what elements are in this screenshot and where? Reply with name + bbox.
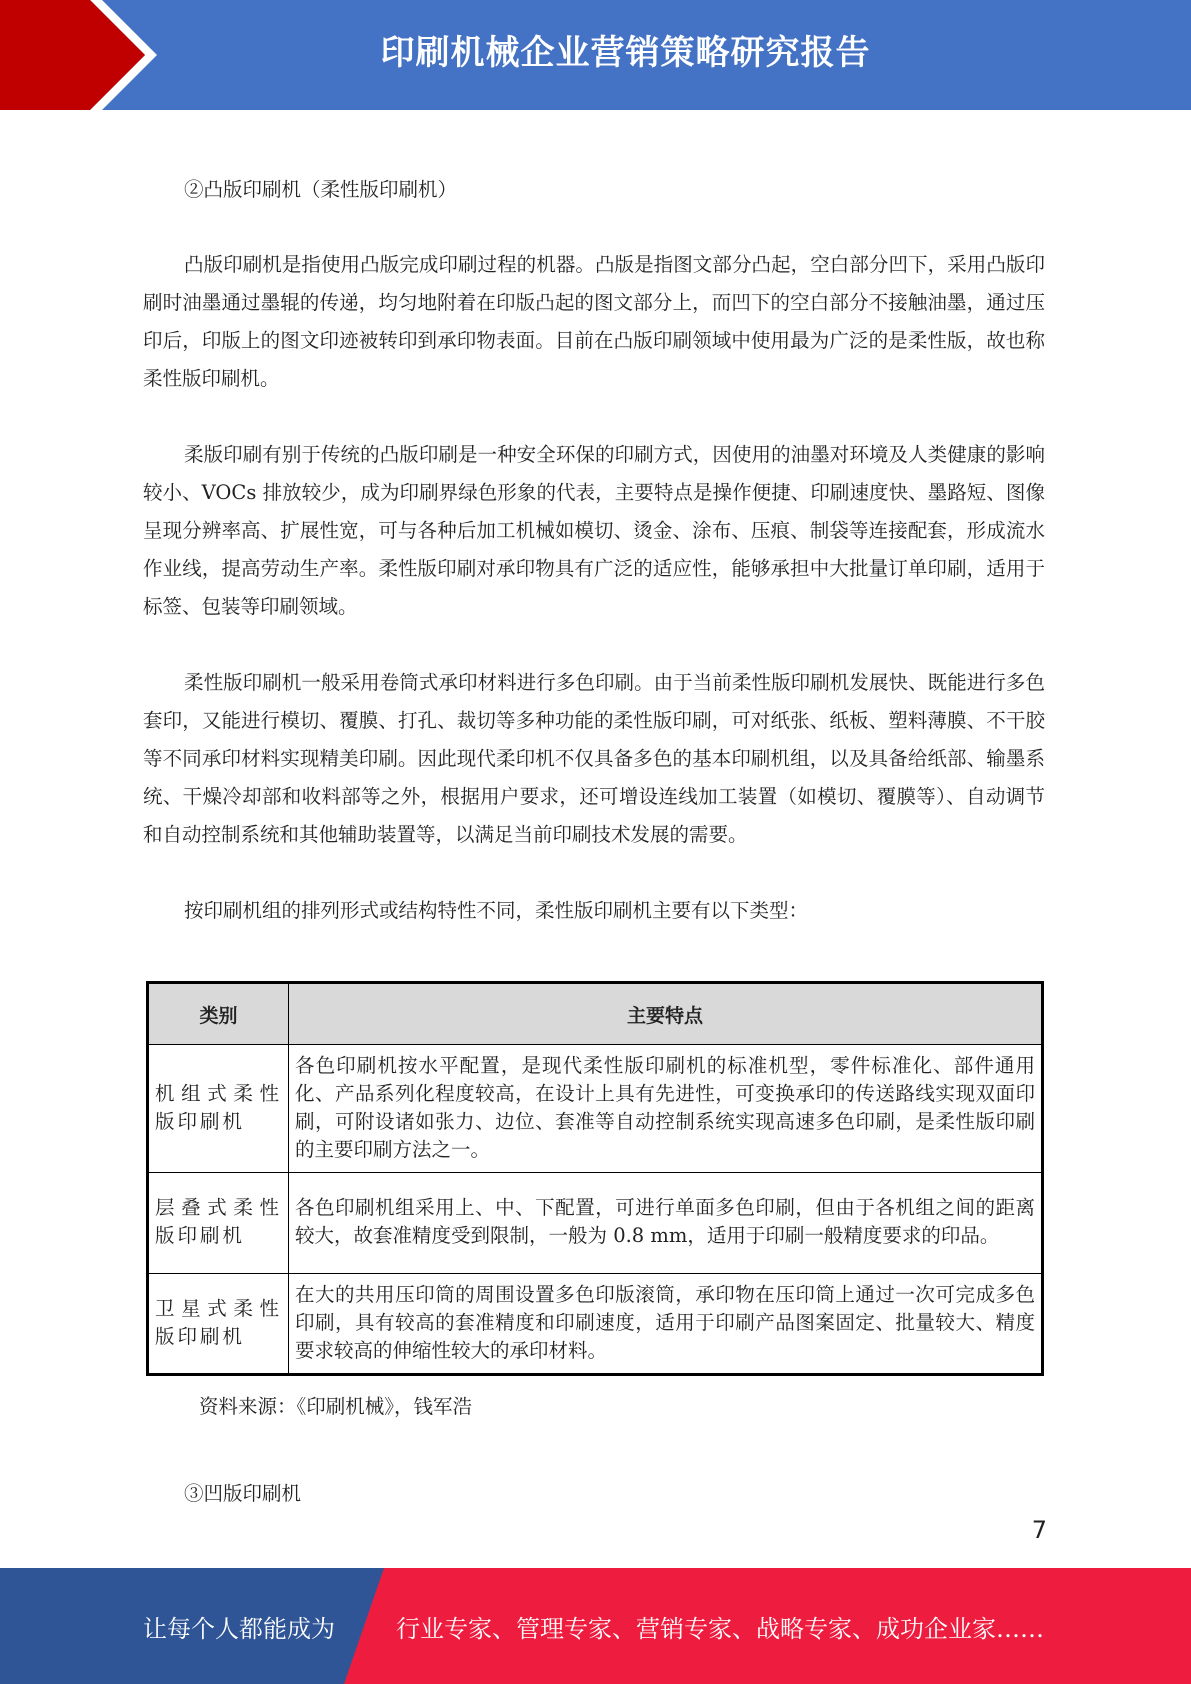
table-source-note: 资料来源：《印刷机械》，钱军浩: [199, 1395, 473, 1418]
table-row: [148, 1173, 1043, 1274]
paragraph-2: 柔版印刷有别于传统的凸版印刷是一种安全环保的印刷方式，因使用的油墨对环境及人类健康的影响较小、VOCs 排放较少，成为印刷界绿色形象的代表，主要特点是操作便捷、印刷速度快、墨路短、图像呈现分辨率高、扩展性宽，可与各种后加工机械如模切、烫金、涂布、压痕、制袋等连接配套，形成流水作业线，提高劳动生产率。柔性版印刷对承印物具有广泛的适应性，能够承担中大批量订单印刷，适用于标签、包装等印刷领域。: [143, 443, 1045, 618]
table-cell-category: 层叠式柔性版印刷机: [148, 1173, 289, 1274]
page-header: [0, 0, 1191, 110]
table-row: [148, 1045, 1043, 1173]
section-heading-gravure: ③凹版印刷机: [184, 1482, 302, 1505]
paragraph-4: 按印刷机组的排列形式或结构特性不同，柔性版印刷机主要有以下类型：: [184, 899, 809, 922]
page-number: 7: [1031, 1516, 1047, 1544]
table-cell-category: 机组式柔性版印刷机: [148, 1045, 289, 1173]
footer-slogan-right: 行业专家、管理专家、营销专家、战略专家、成功企业家……: [396, 1615, 1044, 1643]
section-heading-letterpress: ②凸版印刷机（柔性版印刷机）: [184, 178, 458, 201]
table-cell-features: 各色印刷机组采用上、中、下配置，可进行单面多色印刷，但由于各机组之间的距离较大，故套准精度受到限制，一般为 0.8 mm，适用于印刷一般精度要求的印品。: [289, 1173, 1043, 1274]
flexo-press-types-table: [146, 981, 1044, 1376]
table-cell-features: 在大的共用压印筒的周围设置多色印版滚筒，承印物在压印筒上通过一次可完成多色印刷，具有较高的套准精度和印刷速度，适用于印刷产品图案固定、批量较大、精度要求较高的伸缩性较大的承印材料。: [289, 1274, 1043, 1375]
column-header-category: 类别: [148, 983, 289, 1045]
paragraph-1: 凸版印刷机是指使用凸版完成印刷过程的机器。凸版是指图文部分凸起，空白部分凹下，采用凸版印刷时油墨通过墨辊的传递，均匀地附着在印版凸起的图文部分上，而凹下的空白部分不接触油墨，通过压印后，印版上的图文印迹被转印到承印物表面。目前在凸版印刷领域中使用最为广泛的是柔性版，故也称柔性版印刷机。: [143, 253, 1045, 390]
table-header-row: [148, 983, 1043, 1045]
table-cell-features: 各色印刷机按水平配置，是现代柔性版印刷机的标准机型，零件标准化、部件通用化、产品系列化程度较高，在设计上具有先进性，可变换承印的传送路线实现双面印刷，可附设诸如张力、边位、套准等自动控制系统实现高速多色印刷，是柔性版印刷的主要印刷方法之一。: [289, 1045, 1043, 1173]
report-title: 印刷机械企业营销策略研究报告: [380, 33, 871, 73]
table-row: [148, 1274, 1043, 1375]
page-footer: [0, 1568, 1191, 1684]
table-cell-category: 卫星式柔性版印刷机: [148, 1274, 289, 1375]
column-header-features: 主要特点: [289, 983, 1043, 1045]
paragraph-3: 柔性版印刷机一般采用卷筒式承印材料进行多色印刷。由于当前柔性版印刷机发展快、既能进行多色套印，又能进行模切、覆膜、打孔、裁切等多种功能的柔性版印刷，可对纸张、纸板、塑料薄膜、不干胶等不同承印材料实现精美印刷。因此现代柔印机不仅具备多色的基本印刷机组，以及具备给纸部、输墨系统、干燥冷却部和收料部等之外，根据用户要求，还可增设连线加工装置（如模切、覆膜等）、自动调节和自动控制系统和其他辅助装置等，以满足当前印刷技术发展的需要。: [143, 671, 1045, 846]
footer-slogan-left: 让每个人都能成为: [143, 1615, 335, 1643]
